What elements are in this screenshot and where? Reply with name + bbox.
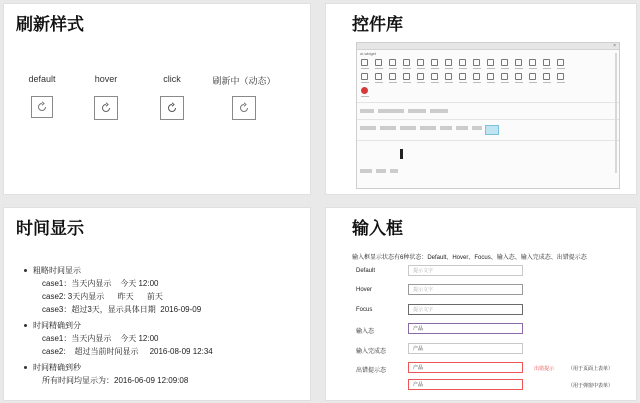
input-row-error-dialog xyxy=(356,379,626,393)
list-line: case1：当天内显示 今天 12:00 xyxy=(42,279,159,288)
panel-input-box xyxy=(326,208,636,400)
panel-refresh-styles xyxy=(4,4,310,194)
input-typing[interactable]: 产品 xyxy=(408,323,523,334)
input-complete[interactable]: 产品 xyxy=(408,343,523,354)
input-row-complete: 输入完成态 产品 xyxy=(356,343,626,357)
input-error-dialog[interactable]: 产品 xyxy=(408,379,523,390)
refresh-hover: hover xyxy=(76,74,136,120)
panel-control-library xyxy=(326,4,636,194)
input-row-focus: Focus 提示文字 xyxy=(356,304,626,318)
list-item: 时间精确到分 xyxy=(24,319,213,332)
window-titlebar xyxy=(357,43,619,50)
refresh-button-default[interactable] xyxy=(31,96,53,118)
window-title: ui-widget xyxy=(360,51,377,56)
control-icon-row xyxy=(357,85,619,99)
panel-title: 控件库 xyxy=(352,15,403,34)
input-row-default: Default 提示文字 xyxy=(356,265,626,279)
control-strip xyxy=(357,166,619,176)
input-row-typing: 输入态 产品 xyxy=(356,323,626,337)
refresh-click: click xyxy=(142,74,202,120)
control-icon-row xyxy=(357,57,619,71)
list-line: case2: 超过当前时间显示 2016-08-09 12:34 xyxy=(42,347,213,356)
input-hover[interactable]: 提示文字 xyxy=(408,284,523,295)
control-strip xyxy=(357,106,619,116)
list-line: 所有时间均显示为：2016-06-09 12:09:08 xyxy=(42,376,189,385)
input-row-hover: Hover 提示文字 xyxy=(356,284,626,298)
error-tip: 出错提示 xyxy=(534,366,555,372)
usage-note: （用于弹窗中表单） xyxy=(568,383,614,389)
refresh-icon xyxy=(36,101,48,113)
panel-title: 刷新样式 xyxy=(16,15,84,34)
refresh-button-hover[interactable] xyxy=(94,96,118,120)
input-error-page[interactable]: 产品 xyxy=(408,362,523,373)
panel-title: 时间显示 xyxy=(16,219,84,238)
panel-title: 输入框 xyxy=(352,219,403,238)
control-strip xyxy=(357,123,619,137)
intro-text: 输入框显示状态有6种状态：Default、Hover、Focus、输入态、输入完成态、出错提示态 xyxy=(352,255,587,261)
input-row-error-page: 出错提示态 产品 出错提示 （用于页面上表单） xyxy=(356,362,626,376)
refresh-icon xyxy=(100,102,112,114)
control-strip xyxy=(357,144,619,166)
refresh-button-loading[interactable] xyxy=(232,96,256,120)
scrollbar[interactable] xyxy=(615,53,617,173)
list-item: 时间精确到秒 xyxy=(24,361,213,374)
usage-note: （用于页面上表单） xyxy=(568,366,614,372)
input-default[interactable]: 提示文字 xyxy=(408,265,523,276)
refresh-icon xyxy=(166,102,178,114)
input-focus[interactable]: 提示文字 xyxy=(408,304,523,315)
list-item: 粗略时间显示 xyxy=(24,264,213,277)
refresh-loading: 刷新中（动态） xyxy=(208,74,280,120)
control-icon-row xyxy=(357,71,619,85)
list-line: case1：当天内显示 今天 12:00 xyxy=(42,334,159,343)
list-line: case2: 3天内显示 昨天 前天 xyxy=(42,292,163,301)
control-library-screenshot xyxy=(356,42,620,189)
time-rules-list xyxy=(24,264,213,387)
refresh-icon xyxy=(238,102,250,114)
refresh-default: default xyxy=(12,74,72,118)
panel-time-display xyxy=(4,208,310,400)
refresh-button-click[interactable] xyxy=(160,96,184,120)
list-line: case3：超过3天，显示具体日期 2016-09-09 xyxy=(42,305,202,314)
close-icon: × xyxy=(613,43,616,49)
